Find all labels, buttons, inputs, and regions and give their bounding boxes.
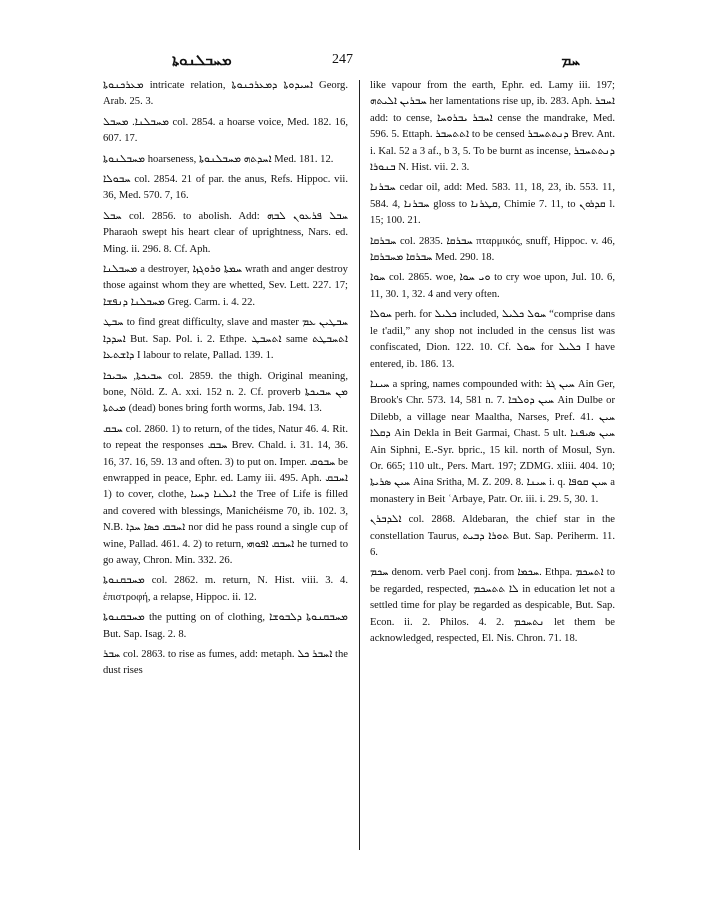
right-running-headword: ܚܡ bbox=[561, 53, 580, 69]
page-header bbox=[100, 50, 620, 72]
column-divider bbox=[359, 80, 360, 850]
entry: ܚܘܐ col. 2865. woe, ܘܝ ܚܘܐ to cry woe upon, Jul. 10. 6, 11, 30. 1, 32. 4 and very often. bbox=[370, 272, 615, 300]
left-running-headword: ܡܚܒܠܢܘܬܐ bbox=[172, 53, 232, 69]
entry: ܚܒܛ to find great difficulty, slave and master ܚܒܛܝܢ ܥܡ ܐܚܕܕܐ But. Sap. Pol. i. 2. Ethpe. ܐܬܚܒܛ same ܐܬܚܒܛܬ ܕܐܫܬܥܐ I labour to relate, Pallad. 139. 1. bbox=[103, 317, 348, 362]
entry: ܚܟܡ denom. verb Pael conj. from ܚܟܡܐ. Ethpa. ܐܬܚܟܡ to be regarded, respected, ܠܐ ܬܬܚܟܡ in education let not a settled time for play be regarded as despicable, But. Sap. Econ. ii. 2. Philos. 4. 2. ܢܬܚܟܡ let them be acknowledged, respected, El. Nis. Chron. 71. 18. bbox=[370, 567, 615, 644]
entry: ܡܚܒܠܢܐ. ܡܚܒܠ col. 2854. a hoarse voice, Med. 182. 16, 607. 17. bbox=[103, 116, 348, 145]
entry: ܚܒܘܠܐ col. 2854. 21 of par. the anus, Refs. Hippoc. vii. 36, Med. 570. 7, 16. bbox=[103, 174, 348, 202]
entry: ܡܚܒܩܢܘܬܐ col. 2862. m. return, N. Hist. viii. 3. 4. ἐπιστροφή, a relapse, Hippoc. ii. 12. bbox=[103, 575, 348, 603]
entry: like vapour from the earth, Ephr. ed. Lamy iii. 197; ܚܒܪܝܢ ܐܠܝܬܗ her lamentations rise up, ib. 283. Aph. ܐܚܒܪ add: to cense, ܐܚܒܪ ܝܒܪܘܚܐ cense the mandrake, Med. 596. 5. Ettaph. ܐܬܬܚܒܪ to be censed ܕܢܬܬܚܒܪ Brev. Ant. i. Kal. 52 a 3 af., b 3, 5. To be burnt as incense, ܕܢܬܬܚܒܪ ܒܢܘܪܐ N. Hist. vii. 2. 3. bbox=[370, 80, 616, 174]
entry: ܚܒܠ col. 2856. to abolish. Add: ܚܒܠ ܦܪܥܘܢ ܠܒܗ Pharaoh swept his heart clear of uprightness, Nars. ed. Ming. ii. 296. 8. Cf. Aph. bbox=[103, 210, 348, 255]
entry: ܚܒܝܟܬܐ, ܚܒܝܟܐ col. 2859. the thigh. Original meaning, bone, Nöld. Z. A. xxi. 152 n. 2. Cf. proverb ܡܢ ܚܒܝܟܬܐ ܡܝܬܬܐ (dead) bones bring forth worms, Jab. 194. 13. bbox=[103, 370, 348, 415]
entry: ܚܝܢܐ a spring, names compounded with: ܚܝܢ ܓܪ Ain Ger, Brook's Chr. 573. 14, 581 n. 7. ܚܝܢ ܕܘܠܒܐ Ain Dulbe or Dilebb, a village near Maaltha, Narses, Pref. 41. ܚܝܢ ܕܩܠܐ Ain Dekla in Beit Garmai, Chast. 5 ult. ܚܝܢ ܣܝܦܢܐ Ain Siphni, E.-Syr. bpric., 15 kil. north of Mosul, Syn. Or. 665; 110 ult., Pers. Mart. 197; ZDMG. xliii. 404. 10; ܚܝܢ ܣܪܝܬܐ Aina Sritha, M. Z. 209. 8. ܚܝܢܐ i. q. ܚܝܢ ܩܘܦܐ a monastery in Beit ʿArbaye, Patr. Or. iii. i. 29. 5, 30. 1. bbox=[370, 378, 616, 505]
entry: ܡܚܒܠܢܘܬܐ hoarseness, ܐܚܕܬܗ ܡܚܒܠܢܘܬܐ Med. 181. 12. bbox=[103, 153, 334, 165]
entry: ܐܠܕܒܪܢ col. 2868. Aldebaran, the chief star in the constellation Taurus, ܬܘܪܐ ܕܒܝܬ But. Sap. Periherm. 11. 6. bbox=[370, 514, 615, 558]
entry: ܚܒܪܩܐ col. 2835. ܚܒܪܩܐ πταρμικός, snuff, Hippoc. v. 46, ܚܒܪܩܐ ܡܚܒܪܩܐ Med. 290. 18. bbox=[370, 235, 615, 264]
entry: ܚܘܠܐ perh. for ܟܠܝܠ included, ܚܘܠ ܟܠܝܠ “comprise dans le t'adil,” any shop not included in the census list was confiscated, Dion. 122. 10. Cf. ܚܘܠ for ܟܠܝܠ I have entered, ib. 186. 13. bbox=[370, 309, 615, 370]
entry: ܡܥܪܟܢܘܬܐ intricate relation, ܐܚܝܕܘܬܐ ܕܡܥܪܟܢܘܬܐ Georg. Arab. 25. 3. bbox=[103, 80, 348, 108]
page-number: 247 bbox=[332, 52, 353, 67]
entry: ܡܚܒܠܢܐ a destroyer, ܚܡܬܐ ܘܪܘܓܙܐ wrath and anger destroy those against whom they are whetted, Sev. Lett. 227. 17; ܡܚܒܠܢܐ ܕܢܦܫܐ Greg. Carm. i. 4. 22. bbox=[103, 264, 348, 308]
entry: ܚܒܪܢܐ cedar oil, add: Med. 583. 11, 18, 23, ib. 553. 11, 584. 4, ܚܒܪܢܐ gloss to ܩܛܪܢܐ, Chimie 7. 11, to ܩܕܪܘܢ l. 15; 100. 21. bbox=[370, 182, 616, 227]
entry: ܡܚܒܩܢܘܬܐ the putting on of clothing, ܡܚܒܩܢܘܬܐ ܕܠܒܘܫܐ But. Sap. Isag. 2. 8. bbox=[103, 612, 349, 640]
entry: ܚܒܪ col. 2863. to rise as fumes, add: metaph. ܐܚܒܪ ܟܠ the dust rises bbox=[103, 649, 348, 677]
left-column bbox=[103, 78, 348, 684]
entry: ܚܒܩ col. 2860. 1) to return, of the tides, Natur 46. 4. Rit. to repeat the responses ܚܒܩ Brev. Chald. i. 31. 14, 36. 16, 37. 16, 59. 13 and often. 3) to put on. Imper. ܚܒܘܩ be enwrapped in peace, Ephr. ed. Lamy iii. 495. Aph. ܐܚܒܩ 1) to cover, clothe, ܐܝܠܢܐ ܕܚܝܐ the Tree of Life is filled and covered with blessings, Manichéisme 70, ib. 102. 3, N.B. ܐܚܒܩ ܟܣܐ ܚܕܐ nor did he pass round a single cup of wine, Pallad. 461. 4. 2) to return, ܐܚܒܩ ܐܦܘܗܝ he turned to go away, Chron. Min. 332. 26. bbox=[103, 423, 349, 566]
right-column bbox=[370, 78, 615, 651]
